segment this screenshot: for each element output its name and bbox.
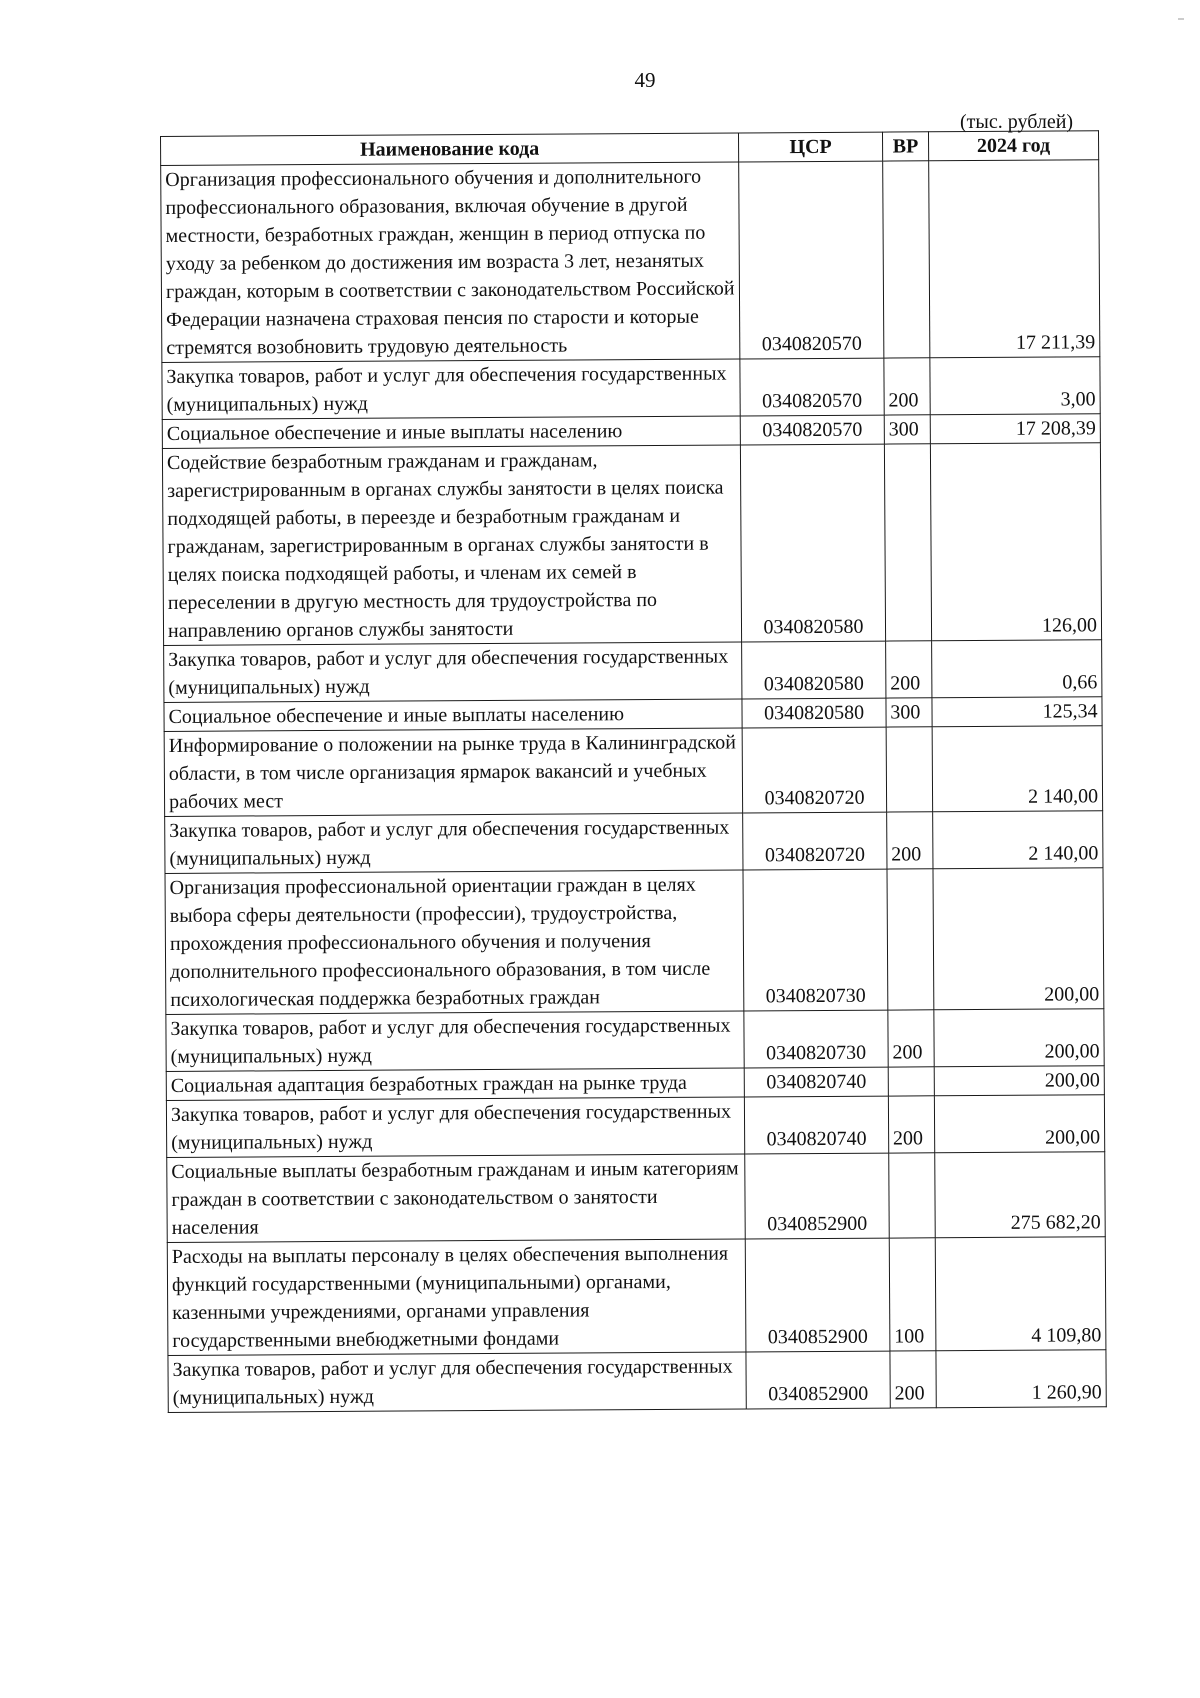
row-csr: 0340820740	[745, 1096, 889, 1154]
row-amount: 4 109,80	[935, 1237, 1106, 1351]
header-vr: ВР	[882, 132, 928, 161]
row-csr: 0340820570	[740, 415, 884, 445]
table-row	[162, 357, 1100, 420]
row-name: Организация профессионального обучения и дополнительного профессионального образования, включая обучение в другой местности, безработных граждан, женщин в период отпуска по уходу за ребенком до достижения им возраста 3 лет, незанятых граждан, которым в соответствии с законодательством Российской Федерации назначена страховая пенсия по старости и которые стремятся возобновить трудовую деятельность	[161, 162, 740, 363]
row-name: Закупка товаров, работ и услуг для обеспечения государственных (муниципальных) нужд	[166, 1011, 744, 1072]
header-csr: ЦСР	[739, 132, 883, 162]
row-vr: 200	[890, 1351, 936, 1408]
row-amount: 3,00	[930, 357, 1100, 415]
row-csr: 0340820720	[743, 812, 887, 870]
row-amount: 200,00	[933, 868, 1104, 1010]
row-csr: 0340820580	[742, 698, 886, 728]
row-csr: 0340820580	[741, 444, 886, 642]
row-name: Социальная адаптация безработных граждан на рынке труда	[166, 1068, 744, 1101]
row-name: Информирование о положении на рынке труда в Калининградской области, в том числе организация ярмарок вакансий и учебных рабочих мест	[164, 728, 743, 817]
row-vr	[884, 444, 931, 641]
row-csr: 0340852900	[746, 1351, 890, 1409]
row-csr: 0340852900	[745, 1238, 889, 1352]
row-name: Социальные выплаты безработным гражданам и иным категориям граждан в соответствии с законодательством о занятости населения	[167, 1154, 746, 1243]
row-vr	[889, 1153, 936, 1238]
row-amount: 200,00	[934, 1066, 1104, 1096]
header-year: 2024 год	[928, 131, 1098, 161]
table-row	[168, 1350, 1106, 1413]
table-row	[161, 160, 1100, 363]
row-vr	[887, 869, 934, 1010]
row-vr: 200	[884, 358, 930, 415]
budget-table	[160, 130, 1107, 1413]
row-csr: 0340820570	[739, 161, 884, 359]
row-name: Закупка товаров, работ и услуг для обеспечения государственных (муниципальных) нужд	[165, 813, 743, 874]
row-amount: 125,34	[932, 697, 1102, 727]
row-csr: 0340820570	[740, 358, 884, 416]
row-csr: 0340820720	[742, 727, 886, 813]
units-label: (тыс. рублей)	[960, 111, 1074, 133]
row-amount: 0,66	[932, 640, 1102, 698]
row-amount: 2 140,00	[933, 811, 1103, 869]
row-csr: 0340820730	[744, 1010, 888, 1068]
row-vr: 300	[884, 415, 930, 444]
row-csr: 0340820740	[744, 1067, 888, 1097]
page-number: 49	[634, 68, 656, 92]
row-name: Организация профессиональной ориентации граждан в целях выбора сферы деятельности (профессии), трудоустройства, прохождения профессионального обучения и получения дополнительного профессионального образования, в том числе психологическая поддержка безработных граждан	[165, 870, 744, 1015]
row-name: Закупка товаров, работ и услуг для обеспечения государственных (муниципальных) нужд	[164, 642, 742, 703]
row-csr: 0340852900	[745, 1153, 889, 1239]
row-amount: 275 682,20	[935, 1152, 1106, 1238]
row-amount: 126,00	[930, 443, 1101, 641]
scan-mark	[1178, 18, 1184, 20]
table-row	[167, 1152, 1106, 1243]
table-row	[162, 443, 1101, 646]
table-body	[161, 160, 1107, 1413]
row-name: Закупка товаров, работ и услуг для обеспечения государственных (муниципальных) нужд	[162, 359, 740, 420]
row-name: Закупка товаров, работ и услуг для обеспечения государственных (муниципальных) нужд	[166, 1097, 744, 1158]
table-row	[167, 1237, 1106, 1356]
row-amount: 200,00	[934, 1095, 1104, 1153]
table-row	[164, 640, 1102, 703]
row-vr: 300	[886, 698, 932, 727]
row-amount: 200,00	[934, 1009, 1104, 1067]
row-vr: 200	[888, 1010, 934, 1067]
row-amount: 17 208,39	[930, 414, 1100, 444]
row-vr: 100	[889, 1238, 936, 1351]
row-name: Социальное обеспечение и иные выплаты населению	[164, 699, 742, 732]
row-amount: 17 211,39	[929, 160, 1100, 358]
row-csr: 0340820580	[742, 641, 886, 699]
row-vr	[888, 1067, 934, 1096]
row-vr	[883, 161, 930, 358]
row-vr: 200	[888, 1096, 934, 1153]
row-vr: 200	[885, 641, 931, 698]
row-vr: 200	[887, 812, 933, 869]
table-row	[165, 811, 1103, 874]
header-name: Наименование кода	[161, 133, 739, 166]
table-row	[164, 726, 1103, 817]
row-name: Социальное обеспечение и иные выплаты населению	[162, 416, 740, 449]
row-csr: 0340820730	[743, 869, 888, 1011]
table-row	[166, 1095, 1104, 1158]
row-name: Закупка товаров, работ и услуг для обеспечения государственных (муниципальных) нужд	[168, 1352, 746, 1413]
table-row	[166, 1009, 1104, 1072]
row-name: Расходы на выплаты персоналу в целях обеспечения выполнения функций государственными (муниципальными) органами, казенными учреждениями, органами управления государственными внебюджетными фондами	[167, 1239, 746, 1356]
row-name: Содействие безработным гражданам и гражданам, зарегистрированным в органах службы занятости в целях поиска подходящей работы, в переезде и безработным гражданам и гражданам, зарегистрированным в органах службы занятости в целях поиска подходящей работы, и членам их семей в переселении в другую местность для трудоустройства по направлению органов службы занятости	[162, 445, 741, 646]
row-amount: 2 140,00	[932, 726, 1103, 812]
table-row	[165, 868, 1104, 1015]
row-amount: 1 260,90	[936, 1350, 1106, 1408]
row-vr	[886, 727, 933, 812]
